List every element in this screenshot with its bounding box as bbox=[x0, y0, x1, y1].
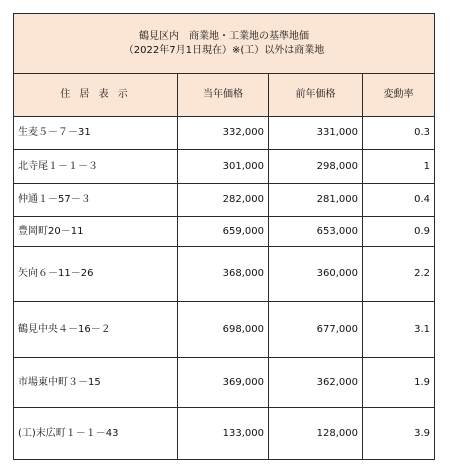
cell-previous-price: 360,000 bbox=[269, 247, 363, 302]
cell-previous-price: 362,000 bbox=[269, 358, 363, 408]
cell-previous-price: 298,000 bbox=[269, 150, 363, 184]
cell-address: 鶴見中央４－16－２ bbox=[14, 302, 178, 358]
cell-current-price: 133,000 bbox=[178, 408, 269, 460]
cell-previous-price: 281,000 bbox=[269, 184, 363, 217]
cell-current-price: 368,000 bbox=[178, 247, 269, 302]
header-change-rate: 変動率 bbox=[363, 74, 435, 117]
header-current-price: 当年価格 bbox=[178, 74, 269, 117]
table-title bbox=[14, 14, 435, 74]
cell-change-rate: 0.3 bbox=[363, 117, 435, 150]
table-row bbox=[14, 302, 435, 358]
table-row bbox=[14, 408, 435, 460]
header-row bbox=[14, 74, 435, 117]
cell-address: 矢向６－11－26 bbox=[14, 247, 178, 302]
title-line-1: 鶴見区内 商業地・工業地の基準地価 bbox=[139, 30, 310, 42]
cell-change-rate: 0.4 bbox=[363, 184, 435, 217]
cell-current-price: 369,000 bbox=[178, 358, 269, 408]
table-row bbox=[14, 217, 435, 247]
cell-previous-price: 128,000 bbox=[269, 408, 363, 460]
header-address: 住 居 表 示 bbox=[14, 74, 178, 117]
cell-current-price: 698,000 bbox=[178, 302, 269, 358]
cell-change-rate: 2.2 bbox=[363, 247, 435, 302]
cell-previous-price: 677,000 bbox=[269, 302, 363, 358]
cell-current-price: 301,000 bbox=[178, 150, 269, 184]
cell-change-rate: 3.1 bbox=[363, 302, 435, 358]
cell-current-price: 332,000 bbox=[178, 117, 269, 150]
table-row bbox=[14, 358, 435, 408]
cell-address: 生麦５－７－31 bbox=[14, 117, 178, 150]
table-row bbox=[14, 184, 435, 217]
header-previous-price: 前年価格 bbox=[269, 74, 363, 117]
cell-change-rate: 3.9 bbox=[363, 408, 435, 460]
cell-change-rate: 1.9 bbox=[363, 358, 435, 408]
title-line-2: （2022年7月1日現在）※(工）以外は商業地 bbox=[123, 44, 325, 56]
cell-previous-price: 653,000 bbox=[269, 217, 363, 247]
cell-address: 仲通１－57－３ bbox=[14, 184, 178, 217]
cell-current-price: 282,000 bbox=[178, 184, 269, 217]
title-row bbox=[14, 14, 435, 74]
cell-change-rate: 1 bbox=[363, 150, 435, 184]
table-row bbox=[14, 247, 435, 302]
cell-change-rate: 0.9 bbox=[363, 217, 435, 247]
cell-address: (工)末広町１－１－43 bbox=[14, 408, 178, 460]
cell-address: 市場東中町３－15 bbox=[14, 358, 178, 408]
table-row bbox=[14, 117, 435, 150]
table-row bbox=[14, 150, 435, 184]
land-price-table bbox=[13, 13, 435, 460]
cell-current-price: 659,000 bbox=[178, 217, 269, 247]
cell-address: 豊岡町20－11 bbox=[14, 217, 178, 247]
cell-address: 北寺尾１－１－３ bbox=[14, 150, 178, 184]
cell-previous-price: 331,000 bbox=[269, 117, 363, 150]
